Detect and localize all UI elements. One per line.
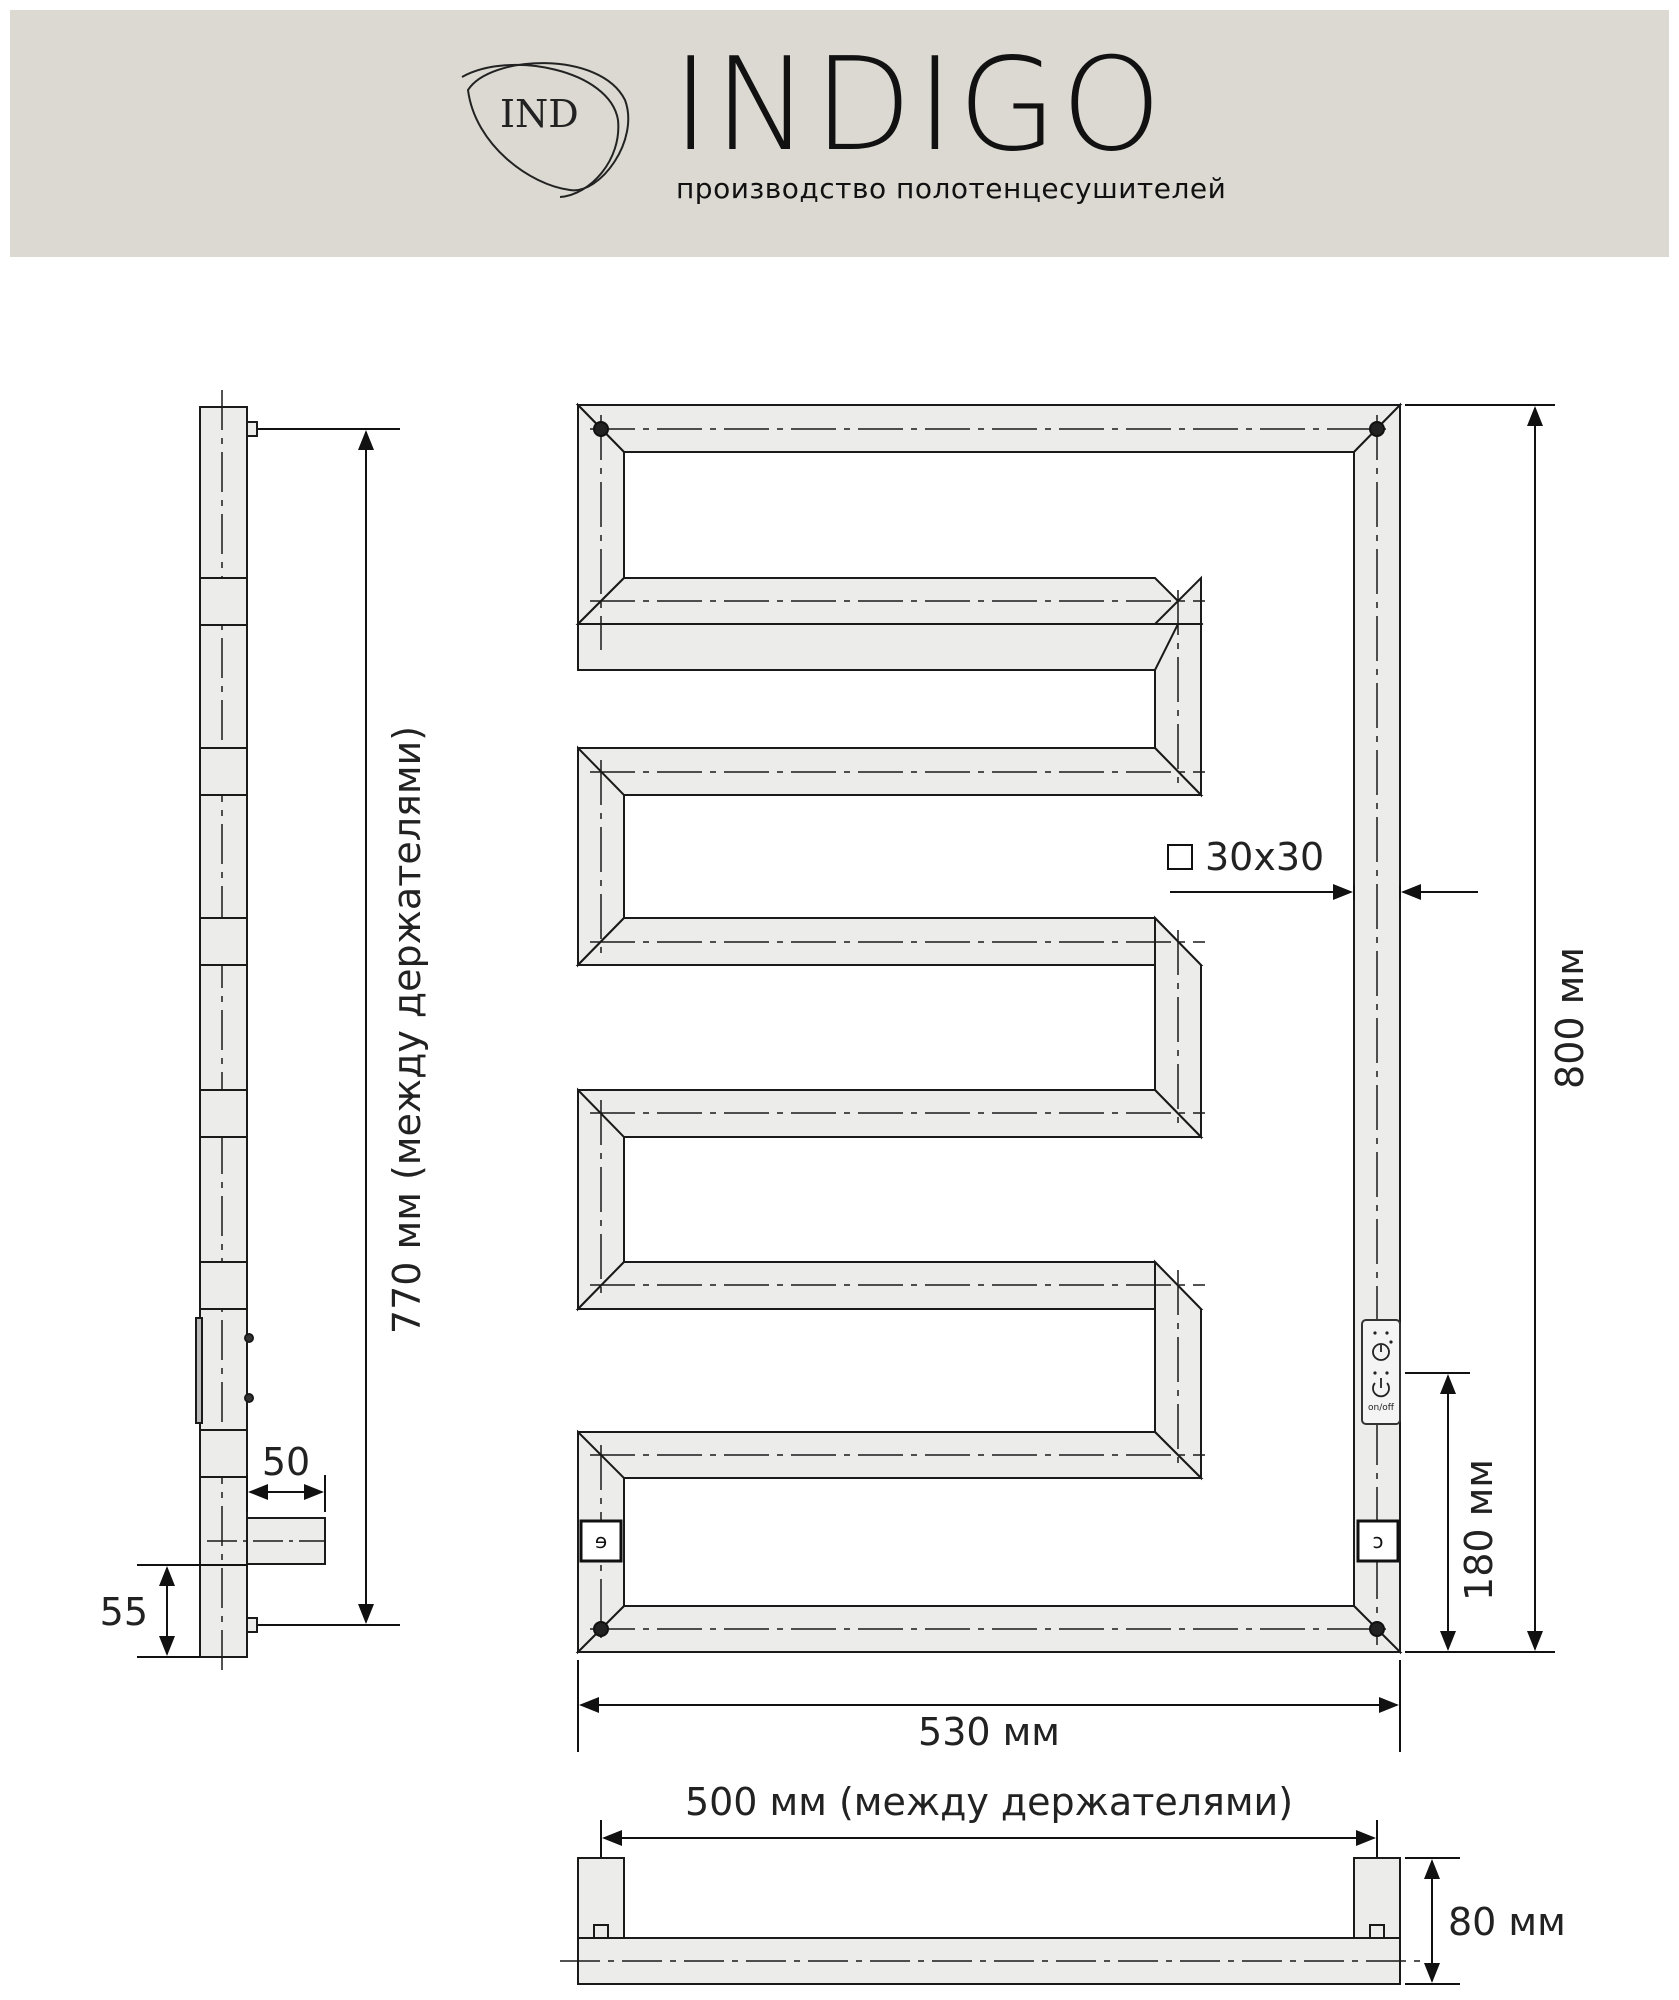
bolt-top-right <box>1370 422 1384 436</box>
width-between-holders-label: 500 мм (между держателями) <box>684 1780 1294 1824</box>
svg-text:ɘ: ɘ <box>594 1529 608 1553</box>
bolt-bottom-left <box>594 1622 608 1636</box>
svg-text:ɔ: ɔ <box>1372 1529 1384 1553</box>
total-height-label: 800 мм <box>1548 947 1592 1089</box>
bolt-bottom-right <box>1370 1622 1384 1636</box>
side-view-bottom-holder <box>247 1618 257 1632</box>
control-panel[interactable] <box>1362 1320 1400 1424</box>
wall-offset-label: 50 <box>261 1440 311 1484</box>
bolt-top-left <box>594 422 608 436</box>
logo-monogram: IND <box>500 92 579 136</box>
power-label: on/off <box>1368 1403 1394 1413</box>
profile-section-label: 30x30 <box>1205 835 1325 879</box>
side-view-top-holder <box>247 422 257 436</box>
top-view <box>560 1858 1420 1984</box>
total-width-label: 530 мм <box>918 1710 1060 1754</box>
bottom-offset-label: 55 <box>99 1590 148 1634</box>
brand-tagline: производство полотенцесушителей <box>676 172 1227 205</box>
control-height-label: 180 мм <box>1457 1459 1501 1601</box>
front-view <box>578 405 1400 1652</box>
side-view-control-unit <box>196 1318 202 1423</box>
side-height-label: 770 мм (между держателями) <box>385 725 429 1335</box>
depth-label: 80 мм <box>1448 1900 1566 1944</box>
square-section-icon <box>1168 845 1192 869</box>
brand-name: INDIGO <box>672 31 1166 180</box>
